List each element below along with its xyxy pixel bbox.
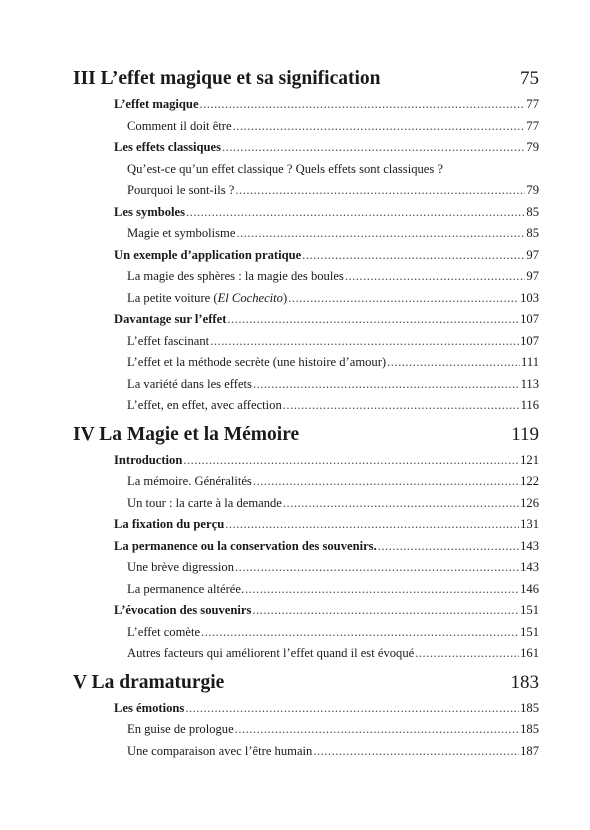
chapter-heading <box>73 64 539 94</box>
entry-page-number: 131 <box>520 517 539 531</box>
dot-leader <box>227 309 519 331</box>
toc-section-entry <box>73 536 539 558</box>
entry-title: Un tour : la carte à la demande <box>127 495 282 510</box>
dot-leader <box>302 245 525 267</box>
toc-subsection-entry <box>73 579 539 601</box>
dot-leader <box>288 288 519 310</box>
toc-subsection-entry <box>73 266 539 288</box>
entry-title: Un exemple d’application pratique <box>114 247 302 262</box>
dot-leader <box>235 719 519 741</box>
dot-leader <box>387 352 520 374</box>
entry-title: Qu’est-ce qu’un effet classique ? Quels effets sont classiques ? <box>127 161 444 176</box>
entry-title: L’effet et la méthode secrète (une histoire d’amour) <box>127 355 387 369</box>
dot-leader <box>283 493 519 515</box>
toc-section-entry <box>73 514 539 536</box>
entry-title: Davantage sur l’effet <box>114 312 227 326</box>
entry-title: La permanence ou la conservation des souvenirs. <box>114 538 377 553</box>
entry-page-number: 121 <box>520 452 539 467</box>
toc-section-entry <box>73 245 539 267</box>
entry-title: La mémoire. Généralités <box>127 474 252 488</box>
entry-title: Pourquoi le sont-ils ? <box>127 183 235 197</box>
dot-leader <box>313 741 519 763</box>
entry-page-number: 85 <box>526 204 539 219</box>
entry-title: L’évocation des souvenirs <box>114 603 252 617</box>
entry-title: La permanence altérée. <box>127 581 245 596</box>
toc-subsection-entry <box>73 557 539 579</box>
toc-section-entry <box>73 698 539 720</box>
entry-title: La variété dans les effets <box>127 376 252 391</box>
entry-title: La magie des sphères : la magie des boules <box>127 269 344 283</box>
entry-title: Magie et symbolisme <box>127 226 236 240</box>
entry-title: Une brève digression <box>127 560 235 574</box>
toc-section-entry <box>73 309 539 331</box>
entry-page-number: 151 <box>520 624 539 639</box>
entry-title: Les émotions <box>114 700 185 715</box>
entry-page-number: 111 <box>521 355 539 369</box>
toc-subsection-entry <box>73 493 539 515</box>
dot-leader <box>253 471 519 493</box>
entry-title: L’effet, en effet, avec affection <box>127 398 282 412</box>
toc-subsection-entry <box>73 331 539 353</box>
entry-page-number: 97 <box>526 247 539 262</box>
chapter-page-number: 183 <box>510 671 539 693</box>
dot-leader <box>415 643 519 665</box>
toc-subsection-entry <box>73 471 539 493</box>
italic-title: El Cochecito <box>217 290 283 305</box>
entry-page-number: 185 <box>520 722 539 736</box>
chapter-page-number: 75 <box>520 68 539 89</box>
toc-subsection-entry <box>73 223 539 245</box>
toc-section-entry <box>73 94 539 116</box>
entry-title: La fixation du perçu <box>114 517 225 531</box>
toc-subsection-entry <box>73 180 539 202</box>
entry-title: Une comparaison avec l’être humain <box>127 743 313 758</box>
entry-page-number: 116 <box>520 398 539 412</box>
toc-subsection-entry <box>73 159 539 181</box>
toc-subsection-entry <box>73 395 539 417</box>
dot-leader <box>283 395 520 417</box>
entry-title: Autres facteurs qui améliorent l’effet quand il est évoqué <box>127 646 415 660</box>
chapter-title: V La dramaturgie <box>73 671 225 693</box>
entry-page-number: 151 <box>520 603 539 617</box>
dot-leader <box>201 622 519 644</box>
toc-subsection-entry <box>73 116 539 138</box>
entry-page-number: 79 <box>526 140 539 154</box>
dot-leader <box>236 223 525 245</box>
entry-page-number: 85 <box>526 226 539 240</box>
entry-page-number: 126 <box>520 495 539 510</box>
table-of-contents <box>73 64 539 762</box>
entry-title: En guise de prologue <box>127 722 234 736</box>
entry-page-number: 187 <box>520 743 539 758</box>
entry-page-number: 97 <box>526 269 539 283</box>
dot-leader <box>210 331 519 353</box>
entry-title: L’effet fascinant <box>127 333 210 348</box>
entry-page-number: 113 <box>520 376 539 391</box>
entry-title: La petite voiture (El Cochecito) <box>127 290 288 305</box>
chapter-heading <box>73 420 539 450</box>
entry-page-number: 122 <box>520 474 539 488</box>
entry-page-number: 143 <box>520 538 539 553</box>
entry-page-number: 79 <box>526 183 539 197</box>
toc-subsection-entry <box>73 643 539 665</box>
entry-page-number: 185 <box>520 700 539 715</box>
entry-page-number: 143 <box>520 560 539 574</box>
entry-page-number: 146 <box>520 581 539 596</box>
dot-leader <box>200 94 526 116</box>
toc-subsection-entry <box>73 288 539 310</box>
entry-page-number: 107 <box>520 333 539 348</box>
entry-title: Introduction <box>114 452 183 467</box>
entry-title: L’effet magique <box>114 97 199 111</box>
toc-section-entry <box>73 600 539 622</box>
dot-leader <box>185 698 519 720</box>
chapter-title: IV La Magie et la Mémoire <box>73 423 300 445</box>
entry-page-number: 107 <box>520 312 539 326</box>
chapter-page-number: 119 <box>511 423 539 445</box>
dot-leader <box>233 116 526 138</box>
entry-page-number: 77 <box>526 97 539 111</box>
dot-leader <box>235 180 525 202</box>
dot-leader <box>235 557 519 579</box>
toc-subsection-entry <box>73 352 539 374</box>
entry-title: Comment il doit être <box>127 118 232 133</box>
dot-leader <box>225 514 519 536</box>
toc-section-entry <box>73 450 539 472</box>
entry-title: L’effet comète <box>127 624 201 639</box>
entry-title: Les symboles <box>114 204 186 219</box>
chapter-heading <box>73 668 539 698</box>
dot-leader <box>253 374 520 396</box>
toc-subsection-entry <box>73 374 539 396</box>
dot-leader <box>252 600 519 622</box>
dot-leader <box>378 536 519 558</box>
dot-leader <box>245 579 519 601</box>
toc-section-entry <box>73 137 539 159</box>
toc-subsection-entry <box>73 719 539 741</box>
dot-leader <box>183 450 519 472</box>
entry-title: Les effets classiques <box>114 140 222 154</box>
dot-leader <box>345 266 526 288</box>
entry-page-number: 161 <box>520 646 539 660</box>
entry-page-number: 77 <box>526 118 539 133</box>
dot-leader <box>186 202 525 224</box>
toc-subsection-entry <box>73 741 539 763</box>
dot-leader <box>222 137 525 159</box>
toc-subsection-entry <box>73 622 539 644</box>
chapter-title: III L’effet magique et sa signification <box>73 68 381 89</box>
toc-section-entry <box>73 202 539 224</box>
entry-page-number: 103 <box>520 290 539 305</box>
